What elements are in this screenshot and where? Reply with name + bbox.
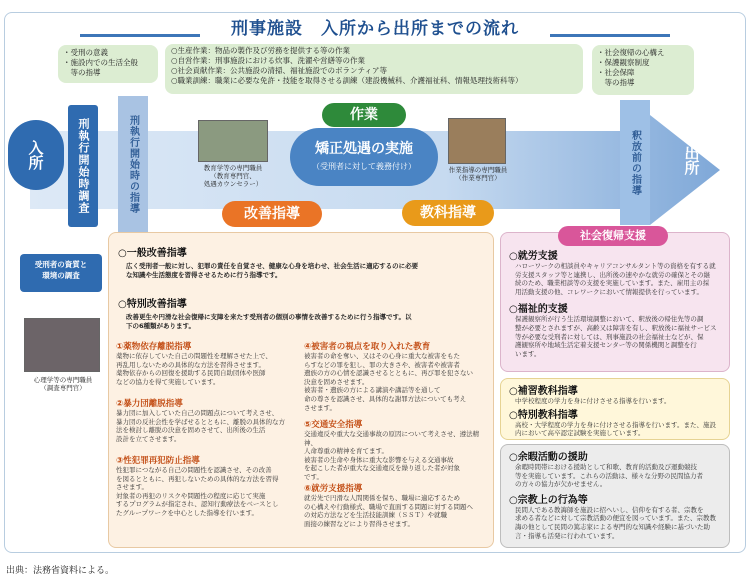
program-heading: ③性犯罪再犯防止指導	[116, 456, 200, 466]
photo-education-caption	[190, 164, 276, 188]
left-note-line: 等の指導	[63, 68, 101, 77]
program-heading: ④被害者の視点を取り入れた教育	[304, 342, 431, 352]
assessment-box	[20, 254, 102, 292]
welfare-support-text: います。	[515, 349, 541, 358]
leisure-text: 余暇時間帯における援助として和歌、教育的活動及び運動競技	[515, 463, 697, 471]
social-reintegration-panel	[500, 232, 730, 372]
improvement-guidance-pill: 改善指導	[222, 201, 322, 227]
photo-psychology-staff	[24, 318, 100, 372]
leisure-text: の方々の協力が欠かせません。	[515, 480, 607, 489]
program-text: の対応方法などを生活技能訓練（ＳＳＴ）や就職	[304, 511, 447, 520]
photo-work-caption	[438, 166, 518, 182]
special-guidance-text: 改善更生や円滑な社会復帰に支障を来たす受刑者の個別の事情を改善するために行う指導です。以	[126, 313, 412, 321]
program-text: 人命尊重の精神を育てます。	[304, 447, 388, 456]
program-text: の心構えや行動様式、職場で直面する問題に対する問題へ	[304, 502, 473, 511]
general-guidance	[118, 244, 488, 279]
main-treatment-title: 矯正処遇の実施	[315, 141, 413, 157]
entry-label: 入所	[8, 120, 64, 190]
photo-psychology-caption	[18, 376, 108, 392]
general-guidance-text: な知識や生活態度を習得させるために行う指導です。	[126, 270, 282, 279]
program-text: 対象者の再犯のリスクや問題性の程度に応じて実施	[116, 491, 266, 500]
caption-line: （作業専門官）	[455, 174, 501, 182]
caption-line: 処遇カウンセラー）	[203, 180, 263, 188]
program-text: 被害者・遺族の方による講演や講話等を通して	[304, 386, 441, 395]
program-heading: ①薬物依存離脱指導	[116, 342, 192, 352]
caption-line: （教育専門官、	[210, 172, 256, 180]
program-text: 就労先で円滑な人間関係を保ち、職場に適応するため	[304, 494, 460, 502]
initial-guidance-column: 刑執行開始時の指導	[118, 96, 148, 232]
special-guidance-heading: ○特別改善指導	[118, 299, 187, 310]
program-heading: ②暴力団離脱指導	[116, 399, 183, 409]
title-rule-right	[550, 34, 670, 37]
special-subject-text: 高校・大学程度の学力を身に付けさせる指導を行います。また、施設	[515, 420, 716, 429]
welfare-support-text: 護観察所や地域生活定着支援センター等の関係機関と調整を行	[515, 341, 697, 350]
remedial-heading: ○補習教科指導	[509, 386, 578, 397]
caption-line: 心理学等の専門職員	[33, 376, 93, 384]
employment-support-text: 用活動支援の他、コレワークにおいて情報提供を行っています。	[515, 287, 703, 296]
program-text: を図るとともに、再犯しないための具体的な方法を習得	[116, 474, 279, 483]
program-sex-offense	[116, 454, 300, 518]
special-guidance-text: 下の6種類があります。	[126, 321, 196, 330]
program-text: 薬物に依存していた自己の問題性を理解させた上で、	[116, 352, 272, 360]
right-note-line: ・社会保障	[597, 68, 635, 77]
social-reintegration-pill: 社会復帰支援	[558, 226, 668, 246]
work-note-line: ○生産作業：物品の製作及び労務を提供する等の作業	[171, 46, 351, 55]
left-note	[58, 45, 158, 83]
welfare-support-text: 等が必要な受刑者に対しては、刑事施設の社会福祉士などが、保	[515, 332, 704, 341]
program-text: 法を検討し離脱の決意を固めさせて、出所後の生活	[116, 426, 266, 435]
subject-guidance-panel	[500, 378, 730, 440]
program-text: するプログラムが指定され、認知行動療法をベースとし	[116, 500, 279, 509]
program-text: を起こした者が重大な交通違反を繰り返した者が対象	[304, 464, 460, 473]
program-text: 設計を立てさせます。	[116, 434, 181, 443]
welfare-support-heading: ○福祉的支援	[509, 304, 568, 316]
diagram-title: 刑事施設 入所から出所までの流れ	[231, 19, 519, 39]
program-text: 被害者の生命や身体に重大な影響を与える交通事故	[304, 455, 454, 464]
program-traffic	[304, 418, 490, 482]
program-victim	[304, 340, 490, 412]
right-note-line: ・保護観察制度	[597, 58, 650, 67]
program-text: などの協力を得て実施しています。	[116, 377, 220, 386]
program-text: させます。	[304, 403, 336, 412]
employment-support-heading: ○就労支援	[509, 251, 558, 262]
program-text: 交通違反や重大な交通事故の原因について考えさせ、遵法精神、	[304, 430, 480, 447]
religion-text: 言・指導も活発に行われています。	[515, 531, 619, 540]
leisure-text: 等を実施しています。これらの活動は、様々な分野の民間協力者	[515, 471, 703, 480]
religion-text: 求める者などに対して宗教活動の便宜を図っています。また、宗教教	[515, 514, 716, 523]
caption-line: 教育学等の専門職員	[203, 164, 263, 172]
title-rule-left	[80, 34, 200, 37]
photo-work-staff	[448, 118, 506, 164]
program-text: らすなどの罪を犯し、罪の大きさや、被害者や被害者	[304, 360, 460, 369]
caption-line: （調査専門官）	[40, 384, 86, 392]
caption-line: 作業指導の専門職員	[448, 166, 508, 174]
general-guidance-heading: ○一般改善指導	[118, 248, 187, 259]
program-text: 面接の練習などにより習得させます。	[304, 519, 414, 528]
program-text: たグループワークを中心とした指導を行います。	[116, 508, 258, 517]
program-drug	[116, 340, 300, 386]
assessment-line: 環境の調査	[42, 271, 80, 280]
source-note: 出典：法務省資料による。	[6, 566, 115, 576]
main-treatment-box	[290, 128, 438, 186]
program-text: です。	[304, 472, 323, 481]
right-note-line: 等の指導	[597, 78, 635, 87]
special-subject-heading: ○特別教科指導	[509, 409, 578, 421]
program-text: 決意を固めさせます。	[304, 377, 369, 386]
work-note	[165, 44, 583, 94]
special-guidance	[118, 295, 488, 330]
main-treatment-sub: （受刑者に対して義務付け）	[312, 162, 416, 171]
welfare-support-text: 整が必要とされますが、高齢又は障害を有し、釈放後に福祉サービス	[515, 323, 717, 332]
other-activities-panel	[500, 444, 730, 548]
religion-text: 誨の他として民間の篤志家による専門的な知識や経験に基づいた助	[515, 522, 710, 531]
program-text: 薬物依存からの回復を援助する民間自助団体や医師	[116, 369, 266, 378]
work-note-line: ○自営作業：刑事施設における炊事、洗濯や営繕等の作業	[171, 56, 366, 65]
leisure-heading: ○余暇活動の援助	[509, 452, 588, 463]
program-text: 命の尊さを認識させ、具体的な謝罪方法についても考え	[304, 394, 467, 403]
program-text: 暴力団の反社会性を学ばせるとともに、離脱の具体的な方	[116, 417, 285, 426]
pre-release-guidance-column: 釈放前の指導	[620, 100, 650, 225]
program-text: 再乱用しないための具体的な方法を習得させます。	[116, 360, 265, 369]
exit-label: 出所	[682, 145, 701, 175]
employment-support-text: 続のため、職業相談等の支援を実施しています。また、雇用主の採	[515, 279, 710, 288]
work-pill: 作業	[322, 103, 406, 127]
program-text: 遺族の方の心情を認識させるとともに、再び罪を犯さない	[304, 369, 473, 378]
work-note-line: ○職業訓練：職業に必要な免許・技能を取得させる訓練（建設機械科、介護福祉科、情報処理技術科等）	[171, 76, 523, 85]
program-heading: ⑤交通安全指導	[304, 420, 363, 430]
welfare-support-text: 保護観察所が行う生活環境調整において、釈放後の帰住先等の調	[515, 315, 704, 324]
general-guidance-text: 広く受刑者一般に対し、犯罪の責任を自覚させ、健康な心身を培わせ、社会生活に適応するのに必要	[126, 262, 419, 270]
initial-assessment-column: 刑執行開始時調査	[68, 105, 98, 227]
program-text: 暴力団に加入していた自己の問題点について考えさせ、	[116, 409, 279, 417]
program-text: 性犯罪につながる自己の問題性を認識させ、その改善	[116, 466, 272, 474]
left-note-line: ・施設内での生活全般	[63, 58, 138, 67]
religion-heading: ○宗教上の行為等	[509, 494, 588, 506]
program-text: 被害者の命を奪い、又はその心身に重大な被害をもた	[304, 352, 460, 360]
right-note-line: ・社会復帰の心構え	[597, 48, 665, 57]
religion-text: 民間人である教誨師を施設に招へいし、信仰を有する者、宗教を	[515, 505, 704, 514]
photo-education-staff	[198, 120, 268, 162]
program-gang	[116, 397, 300, 443]
employment-support-text: ハローワークの相談員やキャリアコンサルタント等の資格を有する就	[515, 262, 716, 270]
subject-guidance-pill: 教科指導	[402, 200, 494, 226]
work-note-line: ○社会貢献作業：公共施設の清掃、福祉施設でのボランティア等	[171, 66, 387, 75]
program-text: させます。	[116, 483, 148, 492]
special-subject-text: 内において高卒認定試験を実施しています。	[515, 429, 645, 438]
employment-support-text: 労支援スタッフ等と連携し、出所後の速やかな就労の確保とその継	[515, 270, 710, 279]
right-note	[592, 45, 694, 95]
program-heading: ⑥就労支援指導	[304, 484, 363, 494]
assessment-line: 受刑者の資質と	[34, 260, 88, 269]
remedial-text: 中学校程度の学力を身に付けさせる指導を行います。	[515, 397, 671, 405]
left-note-line: ・受刑の意義	[63, 48, 108, 57]
program-employment	[304, 482, 490, 528]
